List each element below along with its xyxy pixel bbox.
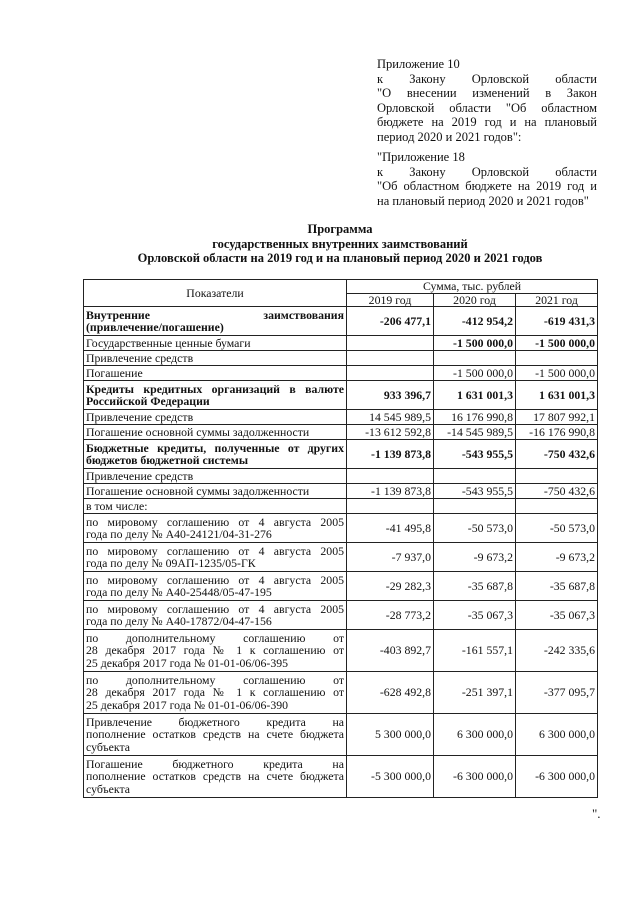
value-2019 (347, 469, 434, 484)
value-2019: -206 477,1 (347, 307, 434, 336)
value-2019: -5 300 000,0 (347, 756, 434, 798)
row-label: по дополнительному соглашению от 28 декабря 2017 года № 1 к соглашению от 25 декабря 2017 года № 01-01-06/06-390 (84, 672, 347, 714)
closing-quote-mark: ". (592, 806, 601, 821)
table-row (84, 469, 598, 484)
table-row (84, 499, 598, 514)
value-2019: -41 495,8 (347, 514, 434, 543)
value-2021: -35 067,3 (516, 601, 598, 630)
table-row (84, 366, 598, 381)
value-2021: 6 300 000,0 (516, 714, 598, 756)
row-label: Внутренние заимствования (привлечение/погашение) (84, 307, 347, 336)
value-2020: -6 300 000,0 (434, 756, 516, 798)
appendix-10-line: Приложение 10 (377, 57, 460, 71)
document-title (80, 222, 600, 266)
row-label: по дополнительному соглашению от 28 декабря 2017 года № 1 к соглашению от 25 декабря 2017 года № 01-01-06/06-395 (84, 630, 347, 672)
value-2021: -16 176 990,8 (516, 425, 598, 440)
appendix-18-header (377, 150, 597, 208)
value-2019: -628 492,8 (347, 672, 434, 714)
appendix-10-line: бюджете на 2019 год и на плановый (377, 115, 597, 129)
value-2021 (516, 351, 598, 366)
value-2019 (347, 499, 434, 514)
value-2019: -28 773,2 (347, 601, 434, 630)
value-2020: -1 500 000,0 (434, 336, 516, 351)
appendix-18-line: к Закону Орловской области (377, 164, 597, 179)
table-row (84, 714, 598, 756)
value-2021 (516, 499, 598, 514)
value-2020: -251 397,1 (434, 672, 516, 714)
header-2019: 2019 год (347, 293, 434, 307)
value-2020 (434, 469, 516, 484)
appendix-10-line: Орловской области "Об областном (377, 100, 597, 115)
table-row (84, 425, 598, 440)
row-label: Государственные ценные бумаги (84, 336, 347, 351)
value-2021: -35 687,8 (516, 572, 598, 601)
row-label: Привлечение средств (84, 410, 347, 425)
row-label: Погашение основной суммы задолженности (84, 425, 347, 440)
value-2019 (347, 366, 434, 381)
row-label: в том числе: (84, 499, 347, 514)
value-2021: -50 573,0 (516, 514, 598, 543)
value-2020: -543 955,5 (434, 484, 516, 499)
value-2020: -412 954,2 (434, 307, 516, 336)
value-2019: -13 612 592,8 (347, 425, 434, 440)
value-2021: 17 807 992,1 (516, 410, 598, 425)
table-row (84, 381, 598, 410)
value-2021: -242 335,6 (516, 630, 598, 672)
value-2020: -9 673,2 (434, 543, 516, 572)
header-2020: 2020 год (434, 293, 516, 307)
value-2020: -35 067,3 (434, 601, 516, 630)
table-row (84, 756, 598, 798)
header-indicators: Показатели (84, 280, 347, 307)
row-label: Бюджетные кредиты, полученные от других бюджетов бюджетной системы (84, 440, 347, 469)
row-label: Погашение бюджетного кредита на пополнение остатков средств на счете бюджета субъекта (84, 756, 347, 798)
header-sum: Сумма, тыс. рублей (347, 280, 598, 294)
value-2020: -50 573,0 (434, 514, 516, 543)
table-header-row (84, 280, 598, 294)
row-label: Погашение (84, 366, 347, 381)
value-2019 (347, 351, 434, 366)
table-row (84, 336, 598, 351)
value-2021: -750 432,6 (516, 484, 598, 499)
table-row (84, 630, 598, 672)
row-label: Привлечение средств (84, 351, 347, 366)
row-label: по мировому соглашению от 4 августа 2005 года по делу № А40-24121/04-31-276 (84, 514, 347, 543)
value-2021 (516, 469, 598, 484)
value-2020: -1 500 000,0 (434, 366, 516, 381)
row-label: по мировому соглашению от 4 августа 2005 года по делу № А40-17872/04-47-156 (84, 601, 347, 630)
value-2020 (434, 351, 516, 366)
table-row (84, 572, 598, 601)
title-line: государственных внутренних заимствований (212, 236, 468, 251)
value-2019: -29 282,3 (347, 572, 434, 601)
value-2020: -543 955,5 (434, 440, 516, 469)
appendix-18-line: "Об областном бюджете на 2019 год и (377, 179, 597, 193)
row-label: по мировому соглашению от 4 августа 2005 года по делу № А40-25448/05-47-195 (84, 572, 347, 601)
borrowing-program-table (83, 279, 598, 798)
value-2020: 6 300 000,0 (434, 714, 516, 756)
value-2019 (347, 336, 434, 351)
value-2021: -750 432,6 (516, 440, 598, 469)
appendix-10-line: период 2020 и 2021 годов": (377, 129, 522, 144)
table-row (84, 601, 598, 630)
table-row (84, 410, 598, 425)
value-2019: 933 396,7 (347, 381, 434, 410)
value-2020: -14 545 989,5 (434, 425, 516, 440)
value-2021: -377 095,7 (516, 672, 598, 714)
value-2021: -1 500 000,0 (516, 336, 598, 351)
appendix-18-line: "Приложение 18 (377, 150, 465, 164)
row-label: по мировому соглашению от 4 августа 2005 года по делу № 09АП-1235/05-ГК (84, 543, 347, 572)
value-2020 (434, 499, 516, 514)
value-2019: -1 139 873,8 (347, 484, 434, 499)
table-row (84, 543, 598, 572)
value-2020: -161 557,1 (434, 630, 516, 672)
value-2021: -619 431,3 (516, 307, 598, 336)
value-2021: 1 631 001,3 (516, 381, 598, 410)
title-line: Орловской области на 2019 год и на плановый период 2020 и 2021 годов (137, 251, 543, 265)
table-row (84, 307, 598, 336)
appendix-10-header (377, 57, 597, 144)
value-2021: -1 500 000,0 (516, 366, 598, 381)
appendix-18-line: на плановый период 2020 и 2021 годов" (377, 193, 589, 208)
header-2021: 2021 год (516, 293, 598, 307)
value-2020: 16 176 990,8 (434, 410, 516, 425)
row-label: Погашение основной суммы задолженности (84, 484, 347, 499)
appendix-10-line: к Закону Орловской области (377, 71, 597, 86)
value-2019: -7 937,0 (347, 543, 434, 572)
value-2020: 1 631 001,3 (434, 381, 516, 410)
value-2019: 14 545 989,5 (347, 410, 434, 425)
title-line: Программа (307, 222, 373, 236)
appendix-10-line: "О внесении изменений в Закон (377, 86, 597, 100)
value-2020: -35 687,8 (434, 572, 516, 601)
table-row (84, 484, 598, 499)
row-label: Привлечение средств (84, 469, 347, 484)
table-row (84, 514, 598, 543)
value-2019: -1 139 873,8 (347, 440, 434, 469)
value-2021: -9 673,2 (516, 543, 598, 572)
table-row (84, 351, 598, 366)
table-row (84, 440, 598, 469)
table-row (84, 672, 598, 714)
value-2019: 5 300 000,0 (347, 714, 434, 756)
row-label: Кредиты кредитных организаций в валюте Российской Федерации (84, 381, 347, 410)
row-label: Привлечение бюджетного кредита на пополнение остатков средств на счете бюджета субъекта (84, 714, 347, 756)
value-2019: -403 892,7 (347, 630, 434, 672)
value-2021: -6 300 000,0 (516, 756, 598, 798)
